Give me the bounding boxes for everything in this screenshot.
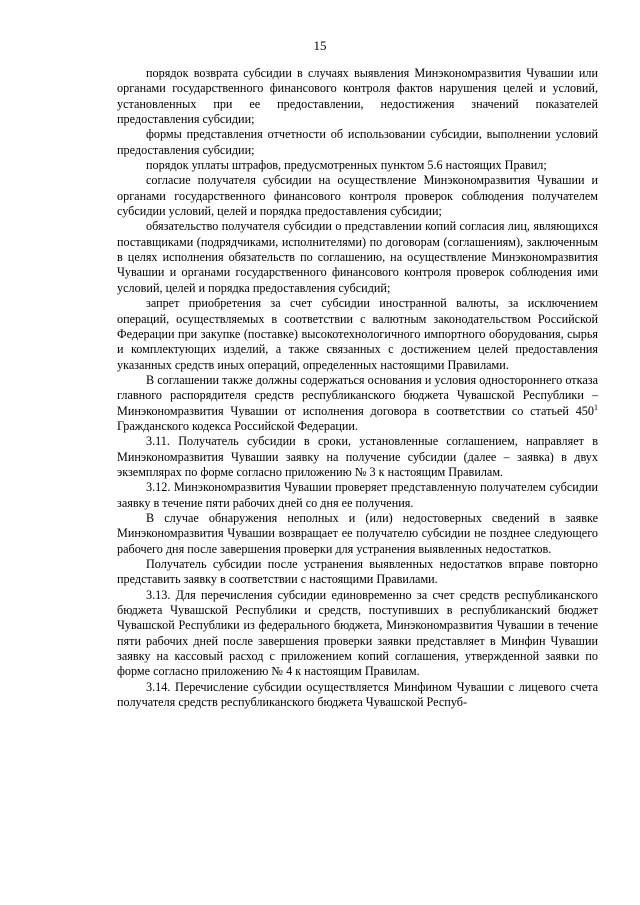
paragraph-11: Получатель субсидии после устранения выявленных недостатков вправе повторно представить заявку в соответствии с настоящими Правилами. (117, 557, 598, 587)
paragraph-1: порядок возврата субсидии в случаях выявления Минэкономразвития Чувашии или органами государственного финансового контроля фактов нарушения целей и условий, установленных при ее предоставлении, недостижения значений показателей предоставления субсидии; (117, 66, 598, 127)
paragraph-8: 3.11. Получатель субсидии в сроки, установленные соглашением, направляет в Минэкономразвития Чувашии заявку на получение субсидии (далее – заявка) в двух экземплярах по форме согласно приложению № 3 к настоящим Правилам. (117, 434, 598, 479)
paragraph-7 (117, 373, 598, 434)
paragraph-7-tail: Гражданского кодекса Российской Федерации. (117, 418, 358, 433)
paragraph-7-text: В соглашении также должны содержаться основания и условия одностороннего отказа главного распорядителя средств республиканского бюджета Чувашской Республики – Минэкономразвития Чувашии от исполнения договора в соответствии со статьей 450 (117, 372, 598, 418)
paragraph-5: обязательство получателя субсидии о представлении копий согласия лиц, являющихся поставщиками (подрядчиками, исполнителями) по договорам (соглашениям), заключенным в целях исполнения обязательств по соглашению, на осуществление Минэкономразвития Чувашии и органами государственного финансового контроля проверок соблюдения ими условий, целей и порядка предоставления субсидий; (117, 219, 598, 295)
paragraph-2: формы представления отчетности об использовании субсидии, выполнении условий предоставления субсидии; (117, 127, 598, 157)
paragraph-6: запрет приобретения за счет субсидии иностранной валюты, за исключением операций, осуществляемых в соответствии с валютным законодательством Российской Федерации при закупке (поставке) высокотехнологичного импортного оборудования, сырья и комплектующих изделий, а также связанных с достижением целей предоставления указанных средств иных операций, определенных настоящими Правилами. (117, 296, 598, 372)
paragraph-10: В случае обнаружения неполных и (или) недостоверных сведений в заявке Минэкономразвития Чувашии возвращает ее получателю субсидии не позднее следующего рабочего дня после завершения проверки для устранения выявленных недостатков. (117, 510, 598, 556)
paragraph-3: порядок уплаты штрафов, предусмотренных пунктом 5.6 настоящих Правил; (146, 158, 547, 173)
document-body (117, 66, 598, 710)
paragraph-13: 3.14. Перечисление субсидии осуществляется Минфином Чувашии с лицевого счета получателя средств республиканского бюджета Чувашской Респуб- (117, 679, 598, 710)
paragraph-4: согласие получателя субсидии на осуществление Минэкономразвития Чувашии и органами государственного финансового контроля проверок соблюдения получателем субсидии условий, целей и порядка предоставления субсидии; (117, 173, 598, 219)
page-number: 15 (313, 38, 327, 53)
footnote-reference: 1 (594, 402, 598, 412)
paragraph-12: 3.13. Для перечисления субсидии единовременно за счет средств республиканского бюджета Чувашской Республики и средств, поступивших в республиканский бюджет Чувашской Республики из федерального бюджета, Минэкономразвития Чувашии в течение пяти рабочих дней после завершения проверки заявки представляет в Минфин Чувашии заявку на кассовый расход с приложением копий соглашения, утвержденной заявки по форме согласно приложению № 4 к настоящим Правилам. (117, 587, 598, 679)
paragraph-9: 3.12. Минэкономразвития Чувашии проверяет представленную получателем субсидии заявку в течение пяти рабочих дней со дня ее получения. (117, 480, 598, 510)
